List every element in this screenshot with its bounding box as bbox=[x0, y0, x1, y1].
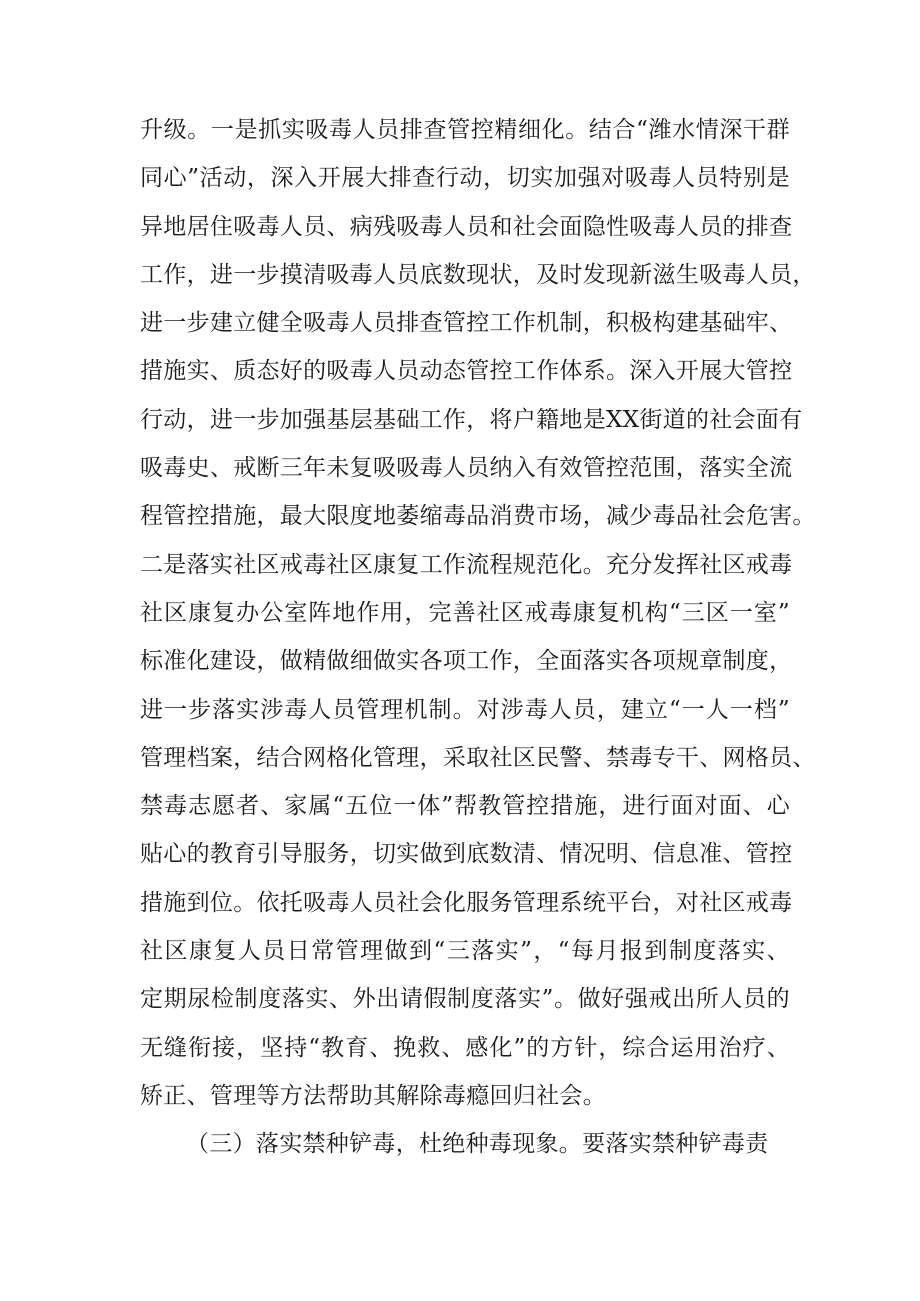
text-line: 管理档案，结合网格化管理，采取社区民警、禁毒专干、网格员、 bbox=[140, 744, 816, 771]
text-line: 升级。一是抓实吸毒人员排查管控精细化。结合“潍水情深干群 bbox=[140, 117, 790, 143]
body-text bbox=[140, 106, 816, 1169]
text-line: 行动，进一步加强基层基础工作，将户籍地是XX街道的社会面有 bbox=[140, 406, 803, 433]
text-line: 措施实、质态好的吸毒人员动态管控工作体系。深入开展大管控 bbox=[140, 358, 793, 385]
text-line: 贴心的教育引导服务，切实做到底数清、情况明、信息准、管控 bbox=[140, 841, 793, 868]
text-line: 同心”活动，深入开展大排查行动，切实加强对吸毒人员特别是 bbox=[140, 165, 790, 192]
text-line: 进一步建立健全吸毒人员排查管控工作机制，积极构建基础牢、 bbox=[140, 310, 793, 337]
text-line: 进一步落实涉毒人员管理机制。对涉毒人员，建立“一人一档” bbox=[140, 696, 790, 723]
text-line: 异地居住吸毒人员、病残吸毒人员和社会面隐性吸毒人员的排查 bbox=[140, 213, 793, 240]
text-line: 工作，进一步摸清吸毒人员底数现状，及时发现新滋生吸毒人员， bbox=[140, 261, 816, 288]
text-line: 措施到位。依托吸毒人员社会化服务管理系统平台，对社区戒毒 bbox=[140, 889, 793, 916]
text-line: 程管控措施，最大限度地萎缩毒品消费市场，减少毒品社会危害。 bbox=[140, 503, 816, 530]
section-heading-line: （三）落实禁种铲毒，杜绝种毒现象。要落实禁种铲毒责 bbox=[186, 1131, 769, 1158]
text-line: 社区康复办公室阵地作用，完善社区戒毒康复机构“三区一室” bbox=[140, 599, 790, 626]
paragraph-end-line: 矫正、管理等方法帮助其解除毒瘾回归社会。 bbox=[140, 1082, 606, 1109]
text-line: 无缝衔接，坚持“教育、挽救、感化”的方针，综合运用治疗、 bbox=[140, 1034, 790, 1061]
text-line: 二是落实社区戒毒社区康复工作流程规范化。充分发挥社区戒毒 bbox=[140, 551, 793, 578]
text-line: 定期尿检制度落实、外出请假制度落实”。做好强戒出所人员的 bbox=[140, 986, 790, 1013]
text-line: 社区康复人员日常管理做到“三落实”，“每月报到制度落实、 bbox=[140, 938, 790, 965]
text-line: 标准化建设，做精做细做实各项工作，全面落实各项规章制度， bbox=[140, 648, 793, 675]
text-line: 吸毒史、戒断三年未复吸吸毒人员纳入有效管控范围，落实全流 bbox=[140, 455, 793, 482]
text-line: 禁毒志愿者、家属“五位一体”帮教管控措施，进行面对面、心 bbox=[140, 793, 790, 820]
